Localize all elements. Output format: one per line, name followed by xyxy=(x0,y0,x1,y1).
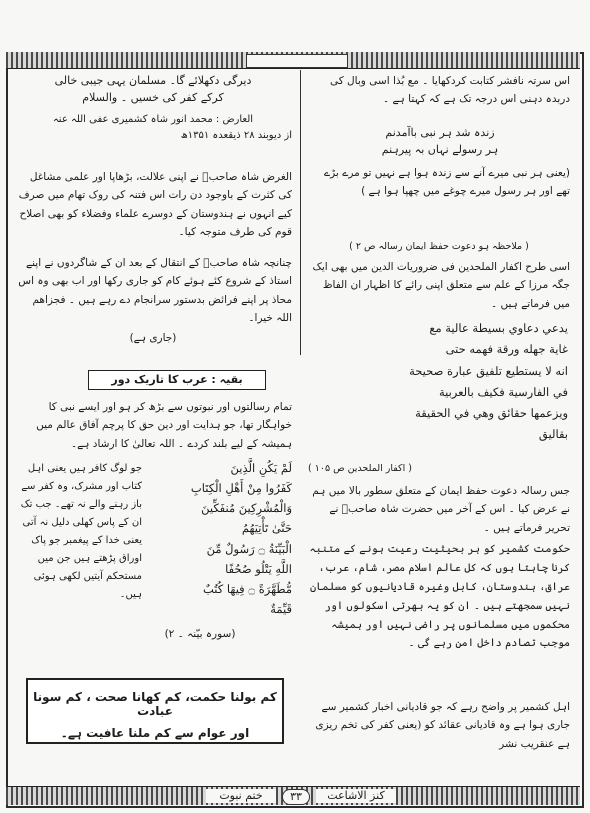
arabic-quote-line: في الفارسية فكيف بالعربية xyxy=(438,384,568,399)
quran-line: مُّطَهَّرَةً ۝ فِيهَا كُتُبٌ xyxy=(203,581,292,596)
arabic-quote-line: غاية جهله ورقة فهمه حتى xyxy=(445,342,568,357)
surah-reference-text: (سورہ بیّنہ ۔ ۲) xyxy=(164,628,236,640)
left-paragraph-2 xyxy=(14,168,292,242)
quote-line-2: اور عوام سے کم ملنا عافیت ہے۔ xyxy=(60,726,250,740)
section-title: بقیہ : عرب کا تاریک دور xyxy=(111,373,243,386)
verse-translation-text: جو لوگ کافر ہیں یعنی اہل کتاب اور مشرک، وہ کفر سے باز رہنے والے نہ تھے۔ جب تک ان کے پاس کھلی دلیل نہ آتی یعنی خدا کے پیغمبر جو پاک اوراق پڑھتے ہیں جن میں مستحکم آیتیں لکھی ہوئی ہیں۔ xyxy=(20,463,142,600)
surah-reference xyxy=(150,626,250,642)
right-paragraph-3-text: جس رسالہ دعوت حفظ ایمان کے متعلق سطور بالا میں ہم نے عرض کیا ۔ اس کے آخر میں حضرت شاہ صاحبؒ نے تحریر فرماتے ہیں ۔ xyxy=(312,485,570,534)
section-title-box xyxy=(88,370,266,390)
couplet-translation-text: (یعنی ہر نبی میرے آنے سے زندہ ہوا ہے نہیں تو مرے بڑے تھے اور ہر رسول میرے چوغے میں چھپا ہوا ہے ) xyxy=(323,167,570,198)
quran-line: وَالْمُشْرِكِينَ مُنفَكِّينَ xyxy=(201,501,292,516)
letter-date: از دیوبند ۲۸ ذیقعدہ ۱۳۵۱ھ xyxy=(180,129,292,141)
left-paragraph-3-text: چنانچہ شاہ صاحبؒ کے انتقال کے بعد ان کے شاگردوں نے اپنے استاذ کے شروع کئے ہوئے کام کو جاری رکھا اور اب بھی وہ اس محاذ پر اپنے فرائض بدستور سرانجام دے رہے ہیں ۔ فجزاھم اللہ خیرا۔ xyxy=(18,257,292,325)
reference-1 xyxy=(308,240,570,255)
arabic-quote-line: بقاليق xyxy=(538,427,568,442)
quran-line: كَفَرُوا مِنْ أَهْلِ الْكِتَابِ xyxy=(190,481,292,496)
arabic-quote-line: ويزعمها حقائق وهي في الحقيقة xyxy=(415,406,568,421)
reference-2 xyxy=(308,462,570,477)
column-divider xyxy=(300,70,301,355)
quran-verse xyxy=(150,458,292,619)
right-paragraph-4 xyxy=(308,540,570,653)
quran-line: لَمْ يَكُنِ الَّذِينَ xyxy=(230,461,292,475)
decorative-top-border xyxy=(6,52,580,69)
right-paragraph-1-text: اس سرتہ نافشر کتابت کردکھایا ۔ مع بُذا اسی وبال کی دربدہ دہنی اس درجہ تک ہے کہ کہتا ہے ۔ xyxy=(329,75,570,106)
reference-2-text: ( اکفار الملحدین ص ۱۰۵ ) xyxy=(308,463,412,474)
footer-left-label: ختم نبوت xyxy=(206,789,276,803)
signature: العارض : محمد انور شاہ کشمیری عفی اللہ عنہ xyxy=(52,114,254,126)
footer-right-label: کنز الاشاعت xyxy=(316,789,396,803)
page-number: ۳۳ xyxy=(282,789,310,805)
continued-note: (جاری ہے) xyxy=(129,331,177,344)
couplet-line: زندہ شد ہر نبی باآمدنم xyxy=(385,126,495,139)
arabic-quote-line: انه لا يستطيع تلفيق عبارة صحيحة xyxy=(409,363,568,378)
quran-line: حَتَّىٰ تَأْتِيَهُمُ xyxy=(241,521,292,536)
left-intro-text xyxy=(14,72,292,143)
quote-box xyxy=(26,678,284,744)
right-paragraph-5 xyxy=(308,698,570,753)
verse-translation xyxy=(14,460,142,604)
left-intro-line-1: دیرگی دکھلائے گا۔ مسلمان یہی جیبی خالی xyxy=(54,74,252,87)
right-paragraph-4-text: حکومت کشمیر کو ہر بحیثیت رعیت ہونے کے متنبہ کرنا چاہتا ہوں کہ کل عالم اسلام مصر، شام، عرب، عراق، ہندوستان، کابل وغیرہ قادیانیوں کو مسلمان نہیں سمجھتے ہیں ۔ ان کو یہ بھرتی اسکولوں اور محکموں میں مسلمانوں پر راضی نہیں اور ہمیشہ موجب تصادم داخل امن رہے گی ۔ xyxy=(309,543,570,650)
quran-line: اللَّهِ يَتْلُو صُحُفًا xyxy=(225,561,292,576)
quran-line: الْبَيِّنَةُ ۝ رَسُولٌ مِّنَ xyxy=(206,541,292,556)
right-paragraph-2 xyxy=(308,258,570,313)
quote-line-1: کم بولنا حکمت، کم کھانا صحت ، کم سونا عبادت xyxy=(33,690,277,718)
couplet-line: ہر رسولے نہاں بہ پیرہنم xyxy=(381,143,499,157)
reference-1-text: ( ملاحظہ ہو دعوت حفظ ایمان رسالہ ص ۲ ) xyxy=(349,241,529,252)
left-paragraph-2-text: الغرض شاہ صاحبؒ نے اپنی علالت، بڑھاپا اور علمی مشاغل کی کثرت کے باوجود دن رات اس فتنہ کی روک تھام میں صرف کیے انہوں نے ہندوستان کے دوسرے علماء وفضلاء کو بھی اصلاح قوم کی طرف متوجہ کیا۔ xyxy=(18,171,292,239)
quran-line: قَيِّمَةٌ xyxy=(270,601,292,616)
couplet-translation xyxy=(308,164,570,201)
left-intro-line-2: کرکے کفر کی خسیں ۔ والسلام xyxy=(82,91,224,105)
decorative-bottom-border xyxy=(6,786,580,805)
left-paragraph-4 xyxy=(14,398,292,453)
right-paragraph-1 xyxy=(308,72,570,109)
right-paragraph-5-text: اہل کشمیر پر واضح رہے کہ جو قادیانی اخبار کشمیر سے جاری ہوا ہے وہ قادیانی عقائد کو (یعنی کفر کی تخم ریزی ہے عنقریب نشر xyxy=(315,701,570,750)
arabic-quote-line: يدعي دعاوي بسيطة عالية مع xyxy=(429,321,568,335)
right-paragraph-2-text: اسی طرح اکفار الملحدین فی ضروریات الدین میں بھی ایک جگہ مرزا کے علم سے متعلق اپنی رائے کا اظہار ان الفاظ میں فرماتے ہیں ۔ xyxy=(312,261,570,310)
right-paragraph-3 xyxy=(308,482,570,537)
persian-couplet xyxy=(320,124,560,158)
arabic-quotation xyxy=(318,318,568,446)
left-paragraph-4-text: تمام رسالتوں اور نبوتوں سے بڑھ کر ہو اور ایسے نبی کا خواہگار تھا، جو ہدایت اور دین حق کا پرچم آفاق عالم میں ہمیشہ کے لیے بلند کردے ۔ اللہ تعالیٰ کا ارشاد ہے۔ xyxy=(36,401,292,450)
left-paragraph-3 xyxy=(14,254,292,346)
